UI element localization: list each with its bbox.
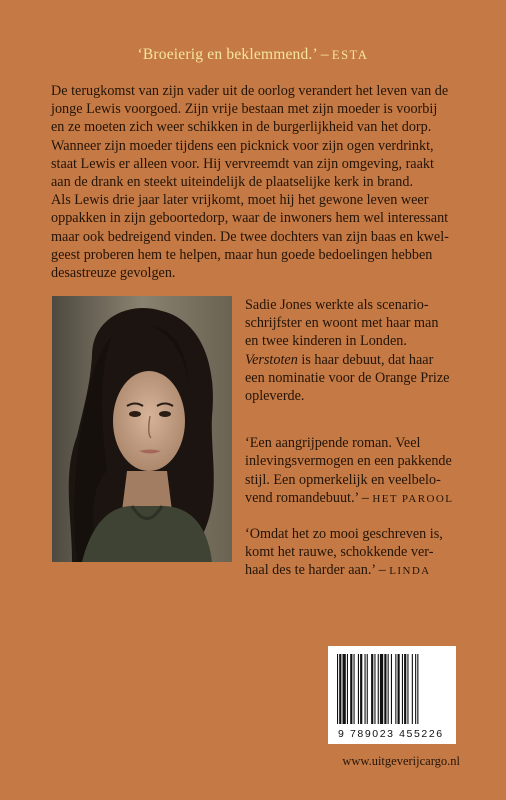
tagline-quote [0,46,506,64]
synopsis-line: jonge Lewis voorgoed. Zijn vrije bestaan met zijn moeder is voorbij [51,101,438,118]
bio-line: en twee kinderen in Londen. [245,333,407,350]
isbn-barcode [328,646,456,744]
bio-line: schrijfster en woont met haar man [245,315,439,332]
review-source: LINDA [389,565,431,578]
synopsis-line: De terugkomst van zijn vader uit de oorlog verandert het leven van de [51,83,449,99]
author-portrait-illustration [52,296,232,562]
review-text: haal des te harder aan.’ [245,562,376,579]
synopsis-line: geest proberen hem te helpen, maar hun goede bedoelingen hebben [51,246,433,263]
synopsis-line: oppakken in zijn geboortedorp, waar de inwoners hem wel interessant [51,210,449,227]
tagline-text: ‘Broeierig en beklemmend.’ [137,46,318,63]
barcode-icon [337,654,447,724]
synopsis-line: en ze moeten zich weer schikken in de burgerlijkheid van het dorp. [51,119,432,136]
review-linda [245,525,475,581]
isbn-number: 9 789023 455226 [338,728,444,740]
publisher-website: www.uitgeverijcargo.nl [342,754,460,768]
bio-line: opleverde. [245,388,305,405]
review-line: komt het rauwe, schokkende ver- [245,544,434,561]
review-line: ‘Een aangrijpende roman. Veel [245,435,421,452]
synopsis-line: staat Lewis er alleen voor. Hij vervreemdt van zijn omgeving, raakt [51,155,434,172]
tagline-dash: – [320,46,329,63]
review-line-last [245,489,475,508]
synopsis-line: Als Lewis drie jaar later vrijkomt, moet hij het gewone leven weer [51,192,429,209]
review-line: stijl. Een opmerkelijk en veelbelo- [245,471,441,488]
tagline-source: ESTA [331,48,369,62]
author-and-reviews [245,296,475,581]
review-dash: – [378,562,386,579]
synopsis [51,82,467,282]
book-title: Verstoten [245,351,298,368]
author-bio [245,296,475,405]
review-line-last [245,561,475,580]
review-text: vend romandebuut.’ [245,489,359,506]
review-source: HET PAROOL [372,492,454,505]
review-line: ‘Omdat het zo mooi geschreven is, [245,526,443,543]
bio-line: Sadie Jones werkte als scenario- [245,297,429,313]
synopsis-line: maar ook bedreigend vinden. De twee dochters van zijn baas en kwel- [51,228,449,245]
review-dash: – [361,489,369,506]
review-het-parool [245,434,475,508]
synopsis-line: aan de drank en steekt uiteindelijk de plaatselijke kerk in brand. [51,174,414,191]
synopsis-line: Wanneer zijn moeder tijdens een picknick voor zijn ogen verdrinkt, [51,137,434,154]
bio-line: een nominatie voor de Orange Prize [245,369,450,386]
bio-line-title [245,351,475,369]
review-line: inlevingsvermogen en een pakkende [245,453,452,470]
author-photo [52,296,232,562]
bio-line-rest: is haar debuut, dat haar [297,351,434,368]
synopsis-line: desastreuze gevolgen. [51,265,176,282]
